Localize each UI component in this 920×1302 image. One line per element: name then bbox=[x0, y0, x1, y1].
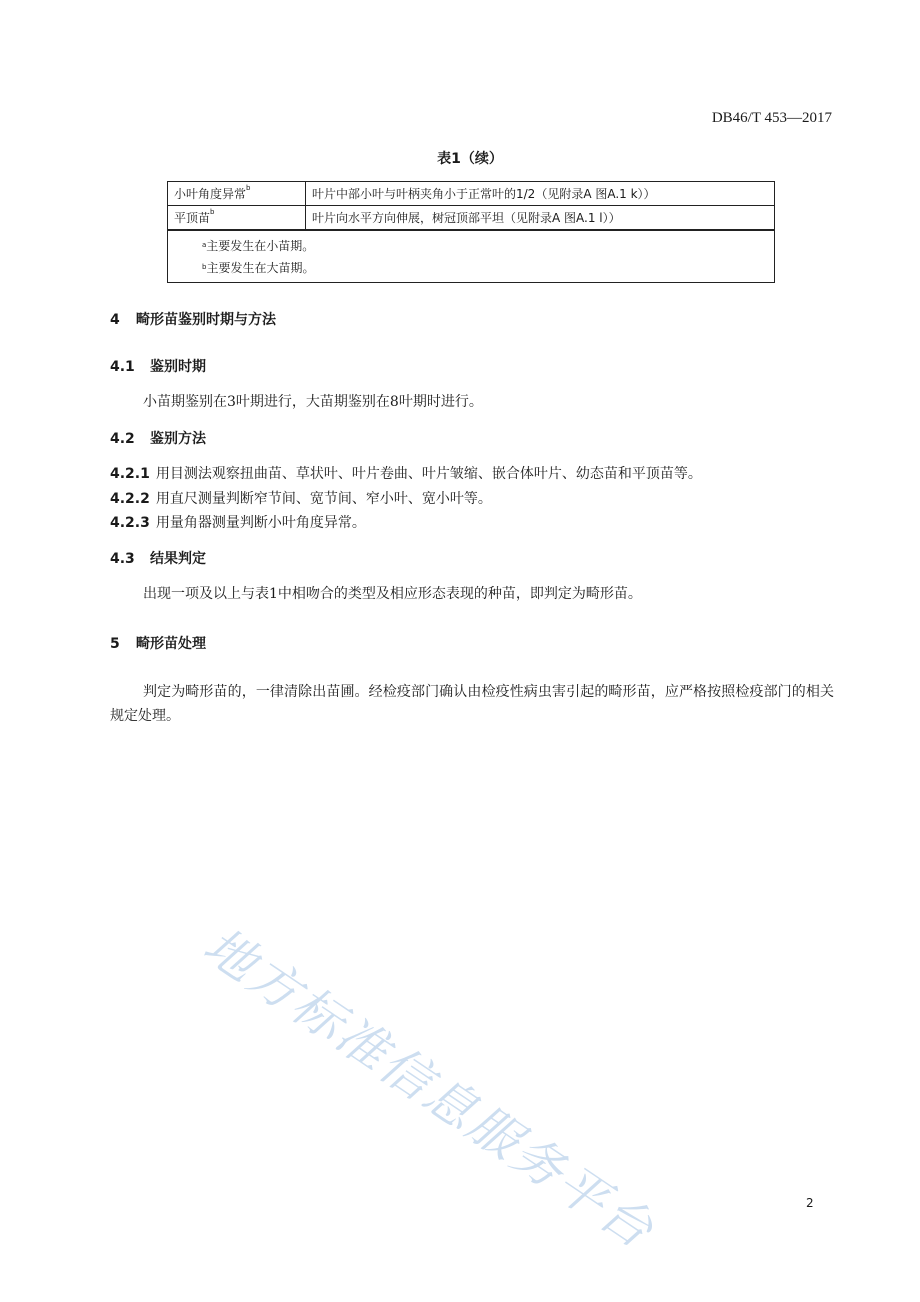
section-4-1-heading: 4.1 鉴别时期 bbox=[110, 359, 206, 375]
footnote: $^b$主要发生在大苗期。 bbox=[202, 261, 315, 275]
table-cell-type: 小叶角度异常$^b$ bbox=[168, 182, 306, 206]
section-5-heading: 5 畸形苗处理 bbox=[110, 636, 206, 652]
clause-4-2-3: 4.2.3 用量角器测量判断小叶角度异常。 bbox=[110, 515, 366, 531]
watermark: 地方标准信息服务平台 bbox=[193, 916, 666, 1261]
section-4-3-text: 出现一项及以上与表1中相吻合的类型及相应形态表现的种苗，即判定为畸形苗。 bbox=[143, 586, 642, 602]
section-4-2-heading: 4.2 鉴别方法 bbox=[110, 431, 206, 447]
table-cell-type: 平顶苗$^b$ bbox=[168, 206, 306, 231]
table-cell-desc: 叶片向水平方向伸展，树冠顶部平坦（见附录A 图A.1 l）） bbox=[306, 206, 775, 231]
document-code: DB46/T 453—2017 bbox=[711, 110, 832, 126]
table-caption: 表1（续） bbox=[437, 151, 503, 167]
section-4-heading: 4 畸形苗鉴别时期与方法 bbox=[110, 312, 276, 328]
table-row bbox=[168, 182, 775, 206]
clause-4-2-1: 4.2.1 用目测法观察扭曲苗、草状叶、叶片卷曲、叶片皱缩、嵌合体叶片、幼态苗和平顶苗等。 bbox=[110, 466, 702, 482]
page-number: 2 bbox=[806, 1196, 814, 1210]
table-footnotes bbox=[168, 230, 775, 283]
abnormal-seedling-table bbox=[167, 181, 775, 283]
section-4-3-heading: 4.3 结果判定 bbox=[110, 551, 206, 567]
footnote: $^a$主要发生在小苗期。 bbox=[202, 239, 315, 253]
section-5-text: 判定为畸形苗的，一律清除出苗圃。经检疫部门确认由检疫性病虫害引起的畸形苗，应严格按照检疫部门的相关规定处理。 bbox=[110, 684, 834, 724]
table-row bbox=[168, 206, 775, 231]
clause-4-2-2: 4.2.2 用直尺测量判断窄节间、宽节间、窄小叶、宽小叶等。 bbox=[110, 491, 492, 507]
table-cell-desc: 叶片中部小叶与叶柄夹角小于正常叶的1/2（见附录A 图A.1 k）） bbox=[306, 182, 775, 206]
section-4-1-text: 小苗期鉴别在3叶期进行，大苗期鉴别在8叶期时进行。 bbox=[143, 394, 483, 410]
